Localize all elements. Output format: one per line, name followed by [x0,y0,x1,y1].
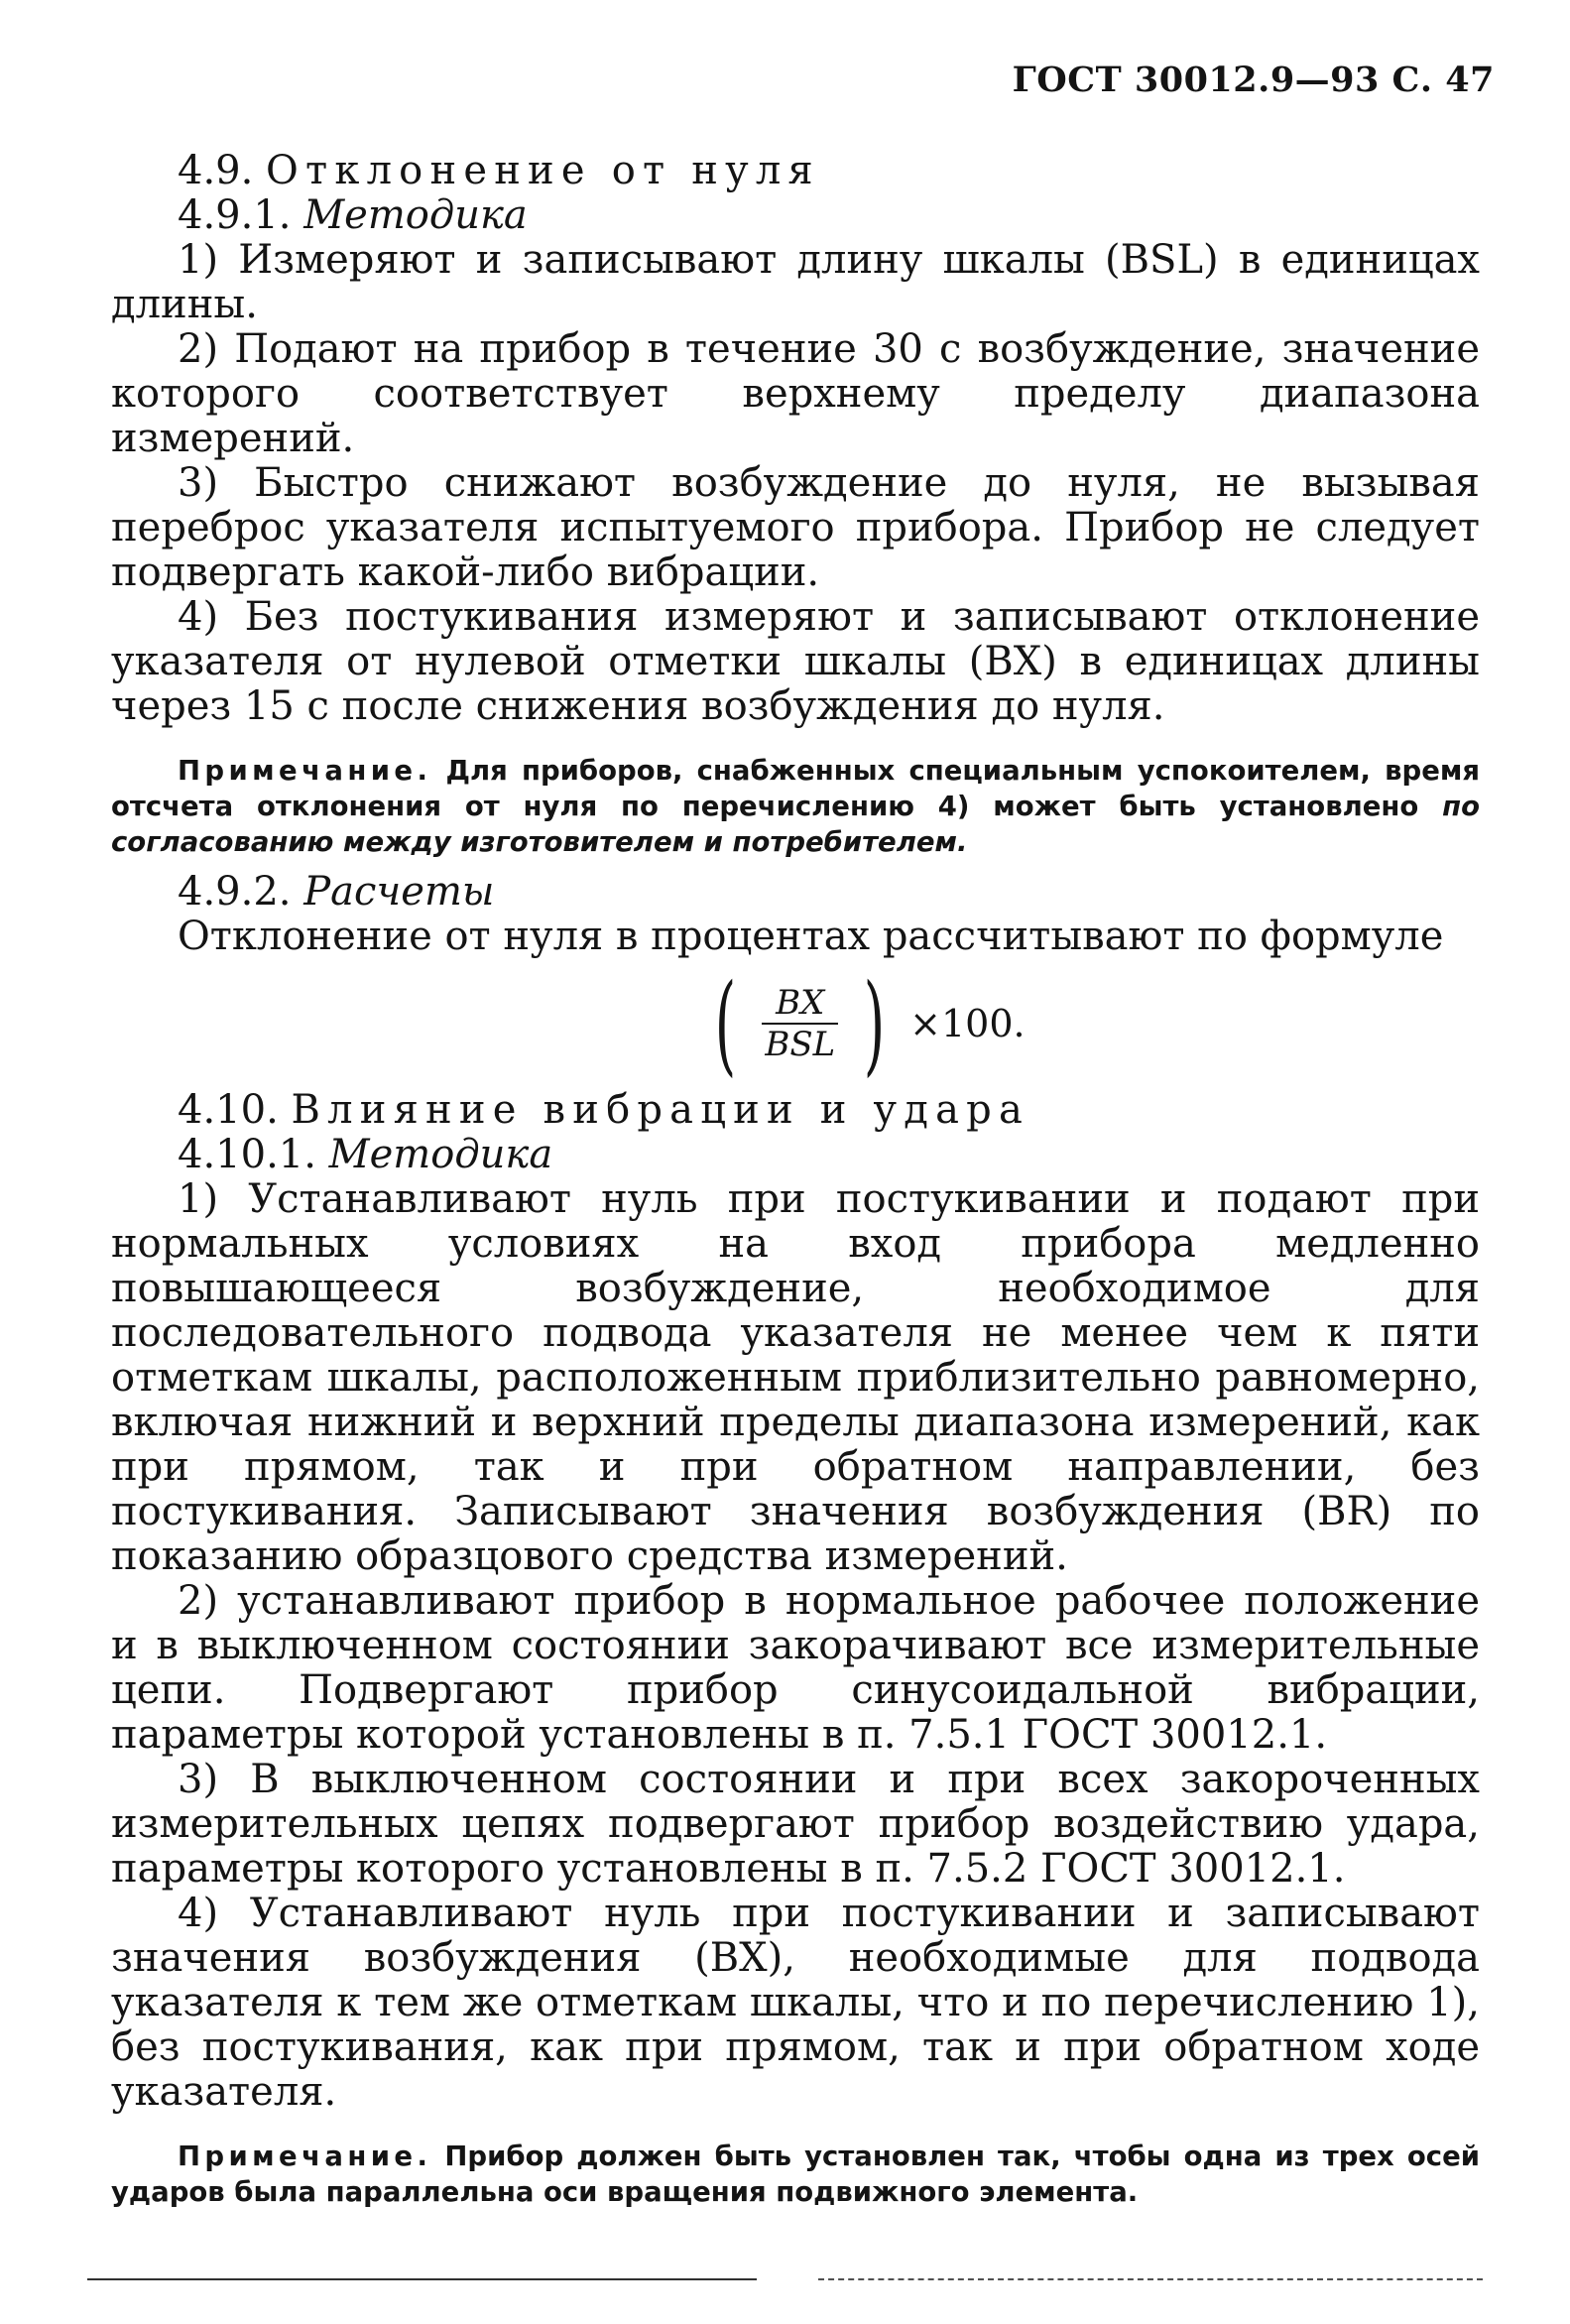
note-label: Примечание. [178,755,432,787]
page-content [111,149,1480,2210]
paragraph: 2) Подают на прибор в течение 30 с возбуждение, значение которого соответствует верхнему пределу диапазона измерений. [111,326,1480,461]
footer-rule-dashed [818,2278,1483,2280]
section-number: 4.9. [178,148,254,193]
paragraph: 4) Устанавливают нуль при постукивании и записывают значения возбуждения (BX), необходимые для подвода указателя к тем же отметкам шкалы, что и по перечислению 1), без постукивания, как при прямом, так и при обратном ходе указателя. [111,1891,1480,2115]
paragraph: 3) В выключенном состоянии и при всех закороченных измерительных цепях подвергают прибор воздействию удара, параметры которого установлены в п. 7.5.2 ГОСТ 30012.1. [111,1757,1480,1892]
subsection-heading-4-9-1 [111,193,1480,238]
note-label: Примечание. [178,2141,432,2172]
subsection-heading-4-9-2 [111,870,1480,915]
paragraph: 1) Измеряют и записывают длину шкалы (BSL) в единицах длины. [111,237,1480,327]
section-title: Влияние вибрации и удара [291,1087,1030,1133]
paragraph: 3) Быстро снижают возбуждение до нуля, не вызывая переброс указателя испытуемого прибора. Прибор не следует подвергать какой-либо вибрации. [111,460,1480,595]
note [111,753,1480,860]
note-text: Прибор должен быть установлен так, чтобы одна из трех осей ударов была параллельна оси вращения подвижного элемента. [111,2141,1480,2208]
formula-multiplier: ×100. [909,1001,1026,1045]
note-text: Для приборов, снабженных специальным успокоителем, время отсчета отклонения от нуля по перечислению 4) может быть установлено [111,755,1480,822]
subsection-number: 4.9.2. [178,869,292,915]
section-number: 4.10. [178,1087,279,1133]
section-heading-4-10 [111,1088,1480,1133]
subsection-title: Расчеты [303,869,495,915]
paragraph: 4) Без постукивания измеряют и записывают отклонение указателя от нулевой отметки шкалы (BX) в единицах длины через 15 с после снижения возбуждения до нуля. [111,594,1480,729]
subsection-number: 4.9.1. [178,192,292,238]
fraction-denominator: BSL [765,1025,836,1064]
subsection-heading-4-10-1 [111,1133,1480,1177]
subsection-title: Методика [303,192,528,238]
section-title: Отклонение от нуля [266,148,820,193]
paragraph: 1) Устанавливают нуль при постукивании и подают при нормальных условиях на вход прибора медленно повышающееся возбуждение, необходимое для последовательного подвода указателя не менее чем к пяти отметкам шкалы, расположенным приблизительно равномерно, включая нижний и верхний пределы диапазона измерений, как при прямом, так и при обратном направлении, без постукивания. Записывают значения возбуждения (BR) по показанию образцового средства измерений. [111,1176,1480,1579]
formula [250,959,1480,1088]
subsection-title: Методика [328,1132,553,1177]
fraction-numerator: BX [762,983,838,1025]
section-heading-4-9 [111,149,1480,193]
paragraph: 2) устанавливают прибор в нормальное рабочее положение и в выключенном состоянии закорачивают все измерительные цепи. Подвергают прибор синусоидальной вибрации, параметры которой установлены в п. 7.5.1 ГОСТ 30012.1. [111,1578,1480,1758]
footer-rule [87,2278,757,2280]
note-text-italic: по согласованию между изготовителем и потребителем. [111,791,1480,858]
fraction [751,983,849,1064]
note [111,2139,1480,2210]
page-header: ГОСТ 30012.9—93 С. 47 [1012,60,1495,100]
left-paren: ( [715,960,737,1087]
right-paren: ) [863,960,886,1087]
subsection-number: 4.10.1. [178,1132,316,1177]
paragraph: Отклонение от нуля в процентах рассчитывают по формуле [178,914,1444,959]
